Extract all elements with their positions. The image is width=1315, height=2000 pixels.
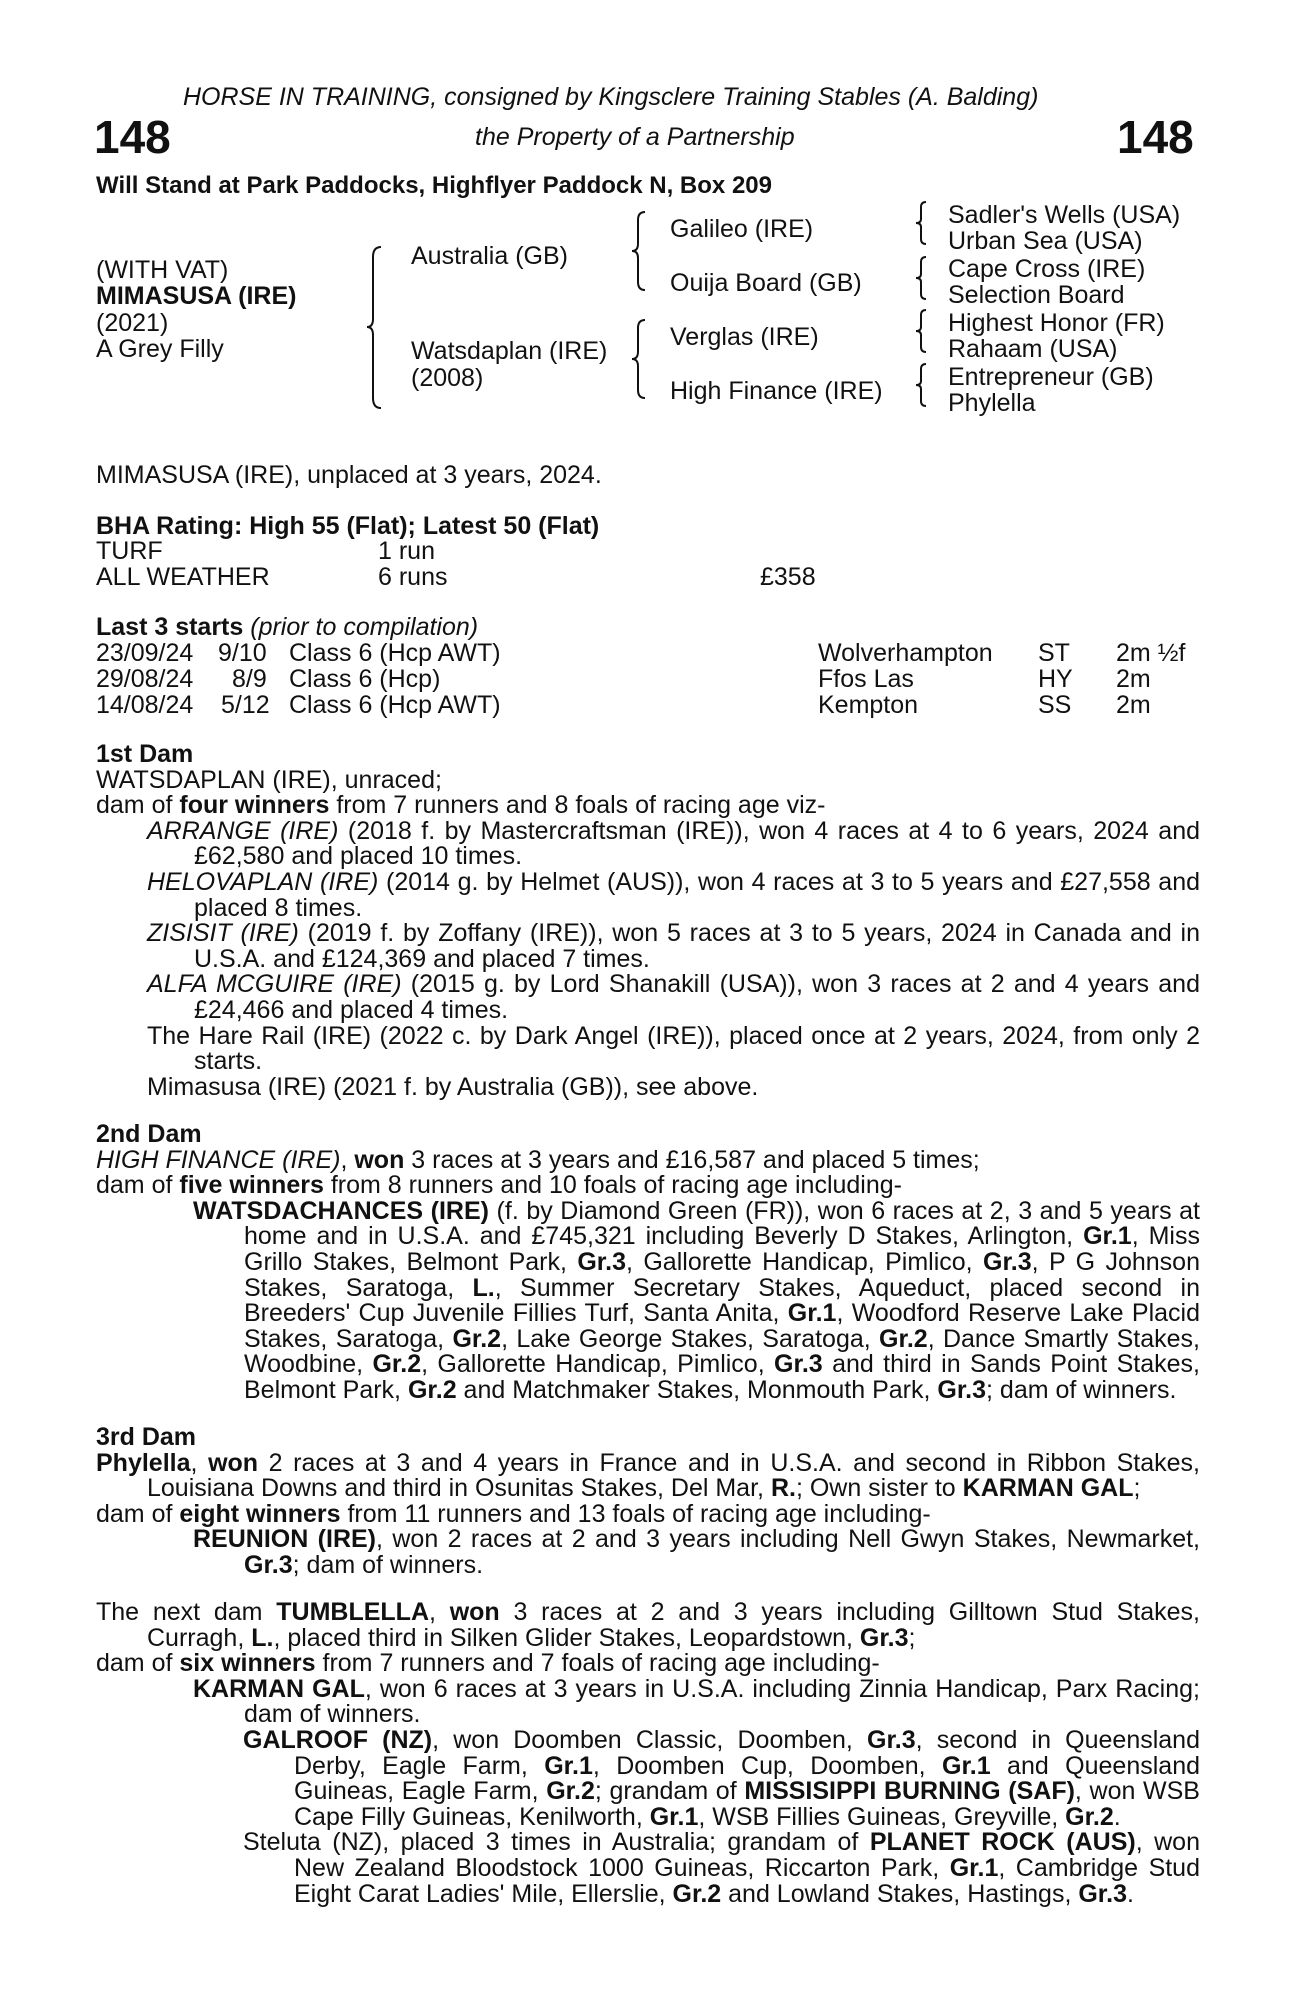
sss: Sadler's Wells (USA) — [948, 201, 1181, 229]
dam-sire: Verglas (IRE) — [670, 323, 819, 351]
rating-surface: ALL WEATHER — [96, 563, 270, 591]
dsd: Rahaam (USA) — [948, 335, 1118, 363]
consignor-line: HORSE IN TRAINING, consigned by Kingsclere Training Stables (A. Balding) — [183, 83, 1039, 111]
start-position: 5/12 — [221, 691, 270, 719]
produce-entry: GALROOF (NZ), won Doomben Classic, Doomben, Gr.3, second in Queensland Derby, Eagle Farm, Gr.1, Doomben Cup, Doomben, Gr.1 and Queensland Guineas, Eagle Farm, Gr.2; grandam of MISSISIPPI BURNING (SAF), won WSB Cape Filly Guineas, Kenilworth, Gr.1, WSB Fillies Guineas, Greyville, Gr.2. — [243, 1725, 1201, 1831]
start-going: ST — [1038, 639, 1070, 667]
last-starts-note: (prior to compilation) — [250, 613, 479, 641]
rating-prize: £358 — [760, 563, 816, 591]
produce-entry: ARRANGE (IRE) (2018 f. by Mastercraftsman (IRE)), won 4 races at 4 to 6 years, 2024 and £62,580 and placed 10 times. — [147, 816, 1200, 871]
start-course: Kempton — [818, 691, 919, 719]
dam-dam: High Finance (IRE) — [670, 377, 883, 405]
stand-location: Will Stand at Park Paddocks, Highflyer Paddock N, Box 209 — [96, 172, 772, 199]
rating-surface: TURF — [96, 537, 163, 565]
pedigree-brace-7 — [913, 362, 929, 408]
lot-number-left: 148 — [94, 111, 171, 163]
start-distance: 2m ½f — [1116, 639, 1186, 667]
first-dam-line: WATSDAPLAN (IRE), unraced; — [96, 765, 442, 794]
sdd: Selection Board — [948, 281, 1125, 309]
sire-dam: Ouija Board (GB) — [670, 269, 862, 297]
produce-entry: Mimasusa (IRE) (2021 f. by Australia (GB)), see above. — [147, 1072, 759, 1101]
start-race: Class 6 (Hcp) — [289, 665, 441, 693]
dam: Watsdaplan (IRE) — [411, 337, 608, 365]
pedigree-brace-4 — [913, 200, 929, 246]
sds: Cape Cross (IRE) — [948, 255, 1146, 283]
start-course: Wolverhampton — [818, 639, 993, 667]
sire: Australia (GB) — [411, 242, 568, 270]
bha-rating-title: BHA Rating: High 55 (Flat); Latest 50 (Flat) — [96, 512, 600, 540]
pedigree-brace-1 — [365, 245, 385, 410]
start-distance: 2m — [1116, 691, 1151, 719]
start-date: 14/08/24 — [96, 691, 194, 719]
next-dam-section — [96, 1600, 1200, 1907]
horse-name: MIMASUSA (IRE) — [96, 282, 297, 310]
start-date: 29/08/24 — [96, 665, 194, 693]
race-summary: MIMASUSA (IRE), unplaced at 3 years, 2024. — [96, 461, 602, 489]
horse-year: (2021) — [96, 309, 169, 337]
first-dam-section — [96, 742, 1200, 1100]
ssd: Urban Sea (USA) — [948, 227, 1143, 255]
pedigree-brace-5 — [913, 255, 929, 301]
vat-note: (WITH VAT) — [96, 256, 229, 284]
pedigree-brace-6 — [913, 308, 929, 354]
lot-number-right: 148 — [1117, 111, 1194, 163]
rating-runs: 6 runs — [378, 563, 448, 591]
last-starts-title: Last 3 starts — [96, 613, 244, 641]
produce-entry: WATSDACHANCES (IRE) (f. by Diamond Green (FR)), won 6 races at 2, 3 and 5 years at home and in U.S.A. and £745,321 including Beverly D Stakes, Arlington, Gr.1, Miss Grillo Stakes, Belmont Park, Gr.3, Gallorette Handicap, Pimlico, Gr.3, P G Johnson Stakes, Saratoga, L., Summer Secretary Stakes, Aqueduct, placed second in Breeders' Cup Juvenile Fillies Turf, Santa Anita, Gr.1, Woodford Reserve Lake Placid Stakes, Saratoga, Gr.2, Lake George Stakes, Saratoga, Gr.2, Dance Smartly Stakes, Woodbine, Gr.2, Gallorette Handicap, Pimlico, Gr.3 and third in Sands Point Stakes, Belmont Park, Gr.2 and Matchmaker Stakes, Monmouth Park, Gr.3; dam of winners. — [193, 1196, 1201, 1404]
next-dam-produce-line: dam of six winners from 7 runners and 7 foals of racing age including- — [96, 1649, 880, 1678]
start-going: SS — [1038, 691, 1072, 719]
last-starts-heading — [96, 614, 478, 640]
pedigree-brace-3 — [630, 318, 648, 400]
start-distance: 2m — [1116, 665, 1151, 693]
second-dam-section — [96, 1122, 1200, 1404]
second-dam-line: HIGH FINANCE (IRE), won 3 races at 3 years and £16,587 and placed 5 times; — [96, 1145, 980, 1174]
first-dam-title: 1st Dam — [96, 740, 194, 768]
ddd: Phylella — [948, 389, 1036, 417]
next-dam-line: The next dam TUMBLELLA, won 3 races at 2 and 3 years including Gilltown Stud Stakes, Curragh, L., placed third in Silken Glider Stakes, Leopardstown, Gr.3; — [96, 1598, 1200, 1652]
start-going: HY — [1038, 665, 1073, 693]
third-dam-line: Phylella, won 2 races at 3 and 4 years in France and in U.S.A. and second in Ribbon Stakes, Louisiana Downs and third in Osunitas Stakes, Del Mar, R.; Own sister to KARMAN GAL; — [96, 1448, 1200, 1503]
start-race: Class 6 (Hcp AWT) — [289, 691, 501, 719]
produce-entry: HELOVAPLAN (IRE) (2014 g. by Helmet (AUS)), won 4 races at 3 to 5 years and £27,558 and placed 8 times. — [147, 867, 1200, 922]
horse-description: A Grey Filly — [96, 335, 224, 363]
pedigree-brace-2 — [630, 210, 648, 292]
produce-entry: Steluta (NZ), placed 3 times in Australia; grandam of PLANET ROCK (AUS), won New Zealand Bloodstock 1000 Guineas, Riccarton Park, Gr.1, Cambridge Stud Eight Carat Ladies' Mile, Ellerslie, Gr.2 and Lowland Stakes, Hastings, Gr.3. — [243, 1828, 1200, 1908]
dss: Highest Honor (FR) — [948, 309, 1165, 337]
sire-sire: Galileo (IRE) — [670, 215, 814, 243]
start-date: 23/09/24 — [96, 639, 194, 667]
start-position: 9/10 — [218, 639, 267, 667]
rating-runs: 1 run — [378, 537, 435, 565]
start-course: Ffos Las — [818, 665, 914, 693]
third-dam-section — [96, 1425, 1200, 1579]
third-dam-title: 3rd Dam — [96, 1423, 197, 1451]
start-race: Class 6 (Hcp AWT) — [289, 639, 501, 667]
second-dam-produce-line: dam of five winners from 8 runners and 10 foals of racing age including- — [96, 1171, 902, 1200]
produce-entry: ZISISIT (IRE) (2019 f. by Zoffany (IRE)), won 5 races at 3 to 5 years, 2024 in Canada and in U.S.A. and £124,369 and placed 7 times. — [147, 919, 1200, 973]
second-dam-title: 2nd Dam — [96, 1120, 202, 1148]
first-dam-produce-line: dam of four winners from 7 runners and 8 foals of racing age viz- — [96, 791, 826, 820]
start-position: 8/9 — [232, 665, 267, 693]
produce-entry: The Hare Rail (IRE) (2022 c. by Dark Angel (IRE)), placed once at 2 years, 2024, from only 2 starts. — [147, 1021, 1200, 1076]
produce-entry: KARMAN GAL, won 6 races at 3 years in U.S.A. including Zinnia Handicap, Parx Racing; dam of winners. — [193, 1674, 1200, 1729]
third-dam-produce-line: dam of eight winners from 11 runners and 13 foals of racing age including- — [96, 1499, 931, 1528]
property-line: the Property of a Partnership — [475, 123, 795, 151]
produce-entry: REUNION (IRE), won 2 races at 2 and 3 years including Nell Gwyn Stakes, Newmarket, Gr.3; dam of winners. — [193, 1525, 1200, 1579]
dam-year: (2008) — [411, 364, 484, 392]
dds: Entrepreneur (GB) — [948, 363, 1154, 391]
produce-entry: ALFA MCGUIRE (IRE) (2015 g. by Lord Shanakill (USA)), won 3 races at 2 and 4 years and £24,466 and placed 4 times. — [147, 970, 1200, 1024]
